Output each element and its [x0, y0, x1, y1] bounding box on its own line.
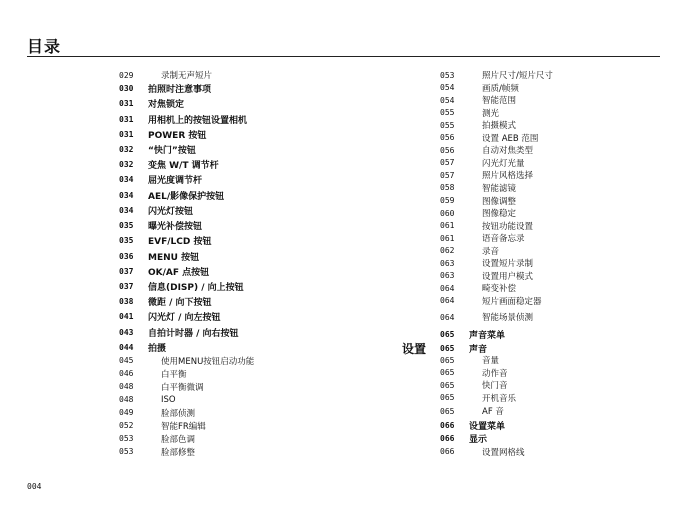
toc-page-number: 064	[440, 296, 455, 305]
toc-page-number: 034	[119, 175, 134, 184]
toc-entry[interactable]	[440, 244, 660, 257]
toc-entry[interactable]	[119, 340, 359, 354]
toc-page-number: 054	[440, 95, 455, 105]
toc-page-number: 066	[440, 447, 455, 456]
toc-entry-title: 对焦锁定	[148, 100, 185, 110]
toc-entry[interactable]	[440, 269, 660, 282]
toc-entry-title: 设置网格线	[482, 447, 525, 458]
toc-entry-title: 音量	[482, 356, 500, 366]
toc-right-column	[440, 69, 660, 458]
toc-entry[interactable]	[119, 367, 359, 380]
toc-entry-title: 智能场景侦测	[482, 313, 534, 323]
toc-entry-title: 画质/帧频	[482, 83, 519, 94]
toc-entry[interactable]	[119, 203, 359, 218]
toc-page-number: 037	[119, 267, 134, 276]
toc-entry-title: 脸部侦测	[161, 408, 196, 419]
toc-entry[interactable]	[119, 354, 359, 367]
toc-entry-title: 语音备忘录	[482, 234, 525, 244]
toc-entry[interactable]	[119, 264, 359, 279]
toc-entry-title: 曝光补偿按钮	[148, 222, 203, 232]
toc-entry-title: 微距 / 向下按钮	[148, 298, 212, 308]
toc-entry[interactable]	[119, 248, 359, 264]
toc-entry[interactable]	[440, 294, 660, 307]
toc-page-number: 043	[119, 327, 134, 337]
toc-page-number: 063	[440, 258, 455, 268]
toc-page-number: 032	[119, 145, 134, 154]
toc-entry-title: OK/AF 点按钮	[148, 268, 210, 278]
toc-page-number: 062	[440, 246, 455, 255]
toc-page-number: 061	[440, 233, 455, 243]
toc-page-number: 065	[440, 406, 455, 416]
toc-page-number: 064	[440, 312, 455, 322]
toc-entry-title: 照片风格选择	[482, 171, 534, 181]
toc-page-number: 036	[119, 251, 134, 261]
toc-entry[interactable]	[440, 144, 660, 156]
toc-page-number: 041	[119, 312, 134, 321]
toc-entry-title: 录音	[482, 246, 500, 257]
toc-page-number: 063	[440, 271, 455, 280]
toc-entry[interactable]	[119, 172, 359, 187]
footer-page-number: 004	[27, 482, 42, 491]
toc-page-number: 031	[119, 114, 134, 124]
toc-entry[interactable]	[440, 169, 660, 181]
toc-entry[interactable]	[119, 69, 359, 81]
toc-page-number: 049	[119, 408, 134, 417]
toc-entry[interactable]	[119, 324, 359, 340]
toc-entry-title: 拍摄模式	[482, 121, 517, 131]
toc-entry[interactable]	[440, 379, 660, 391]
toc-page-number: 065	[440, 380, 455, 390]
toc-entry[interactable]	[440, 106, 660, 119]
toc-entry-title: EVF/LCD 按钮	[148, 237, 212, 247]
toc-entry[interactable]	[440, 282, 660, 294]
toc-entry-title: MENU 按钮	[148, 252, 200, 263]
toc-entry-title: 脸部修整	[161, 447, 196, 458]
toc-page-number: 057	[440, 158, 455, 167]
toc-entry[interactable]	[440, 257, 660, 269]
toc-entry[interactable]	[119, 233, 359, 248]
toc-entry-title: 开机音乐	[482, 393, 517, 404]
toc-page-number: 053	[119, 434, 134, 443]
toc-entry-title: 畸变补偿	[482, 284, 517, 294]
toc-entry[interactable]	[440, 131, 660, 144]
toc-entry-title: 按钮功能设置	[482, 221, 534, 232]
toc-entry-title: 闪光灯光量	[482, 158, 525, 169]
toc-page-number: 031	[119, 130, 134, 139]
toc-entry[interactable]	[440, 307, 660, 327]
toc-entry[interactable]	[440, 156, 660, 169]
toc-entry-title: 设置 AEB 范围	[482, 133, 539, 144]
toc-entry[interactable]	[119, 142, 359, 157]
toc-page-number: 035	[119, 221, 134, 230]
toc-entry-title: 动作音	[482, 368, 508, 379]
toc-entry[interactable]	[119, 406, 359, 419]
toc-page-number: 053	[119, 447, 134, 456]
toc-entry[interactable]	[119, 380, 359, 393]
toc-page-number: 032	[119, 160, 134, 169]
toc-page-number: 055	[440, 120, 455, 130]
toc-entry[interactable]	[440, 342, 660, 354]
toc-page-number: 055	[440, 108, 455, 117]
toc-page-number: 054	[440, 83, 455, 92]
toc-page-number: 065	[440, 355, 455, 365]
toc-page-number: 038	[119, 297, 134, 306]
toc-entry-title: 使用MENU按钮启动功能	[161, 356, 255, 367]
toc-entry[interactable]	[119, 432, 359, 445]
toc-entry-title: AEL/影像保护按钮	[148, 191, 225, 202]
toc-entry-title: ISO	[161, 394, 176, 405]
toc-page-number: 065	[440, 393, 455, 402]
toc-entry-title: 自动对焦类型	[482, 146, 534, 156]
toc-entry[interactable]	[119, 187, 359, 203]
toc-entry-title: 设置短片录制	[482, 259, 534, 269]
toc-entry[interactable]	[440, 119, 660, 131]
toc-entry-title: 信息(DISP) / 向上按钮	[148, 283, 244, 293]
toc-entry[interactable]	[440, 327, 660, 342]
toc-entry[interactable]	[440, 445, 660, 458]
toc-page-number: 048	[119, 395, 134, 404]
toc-page-number: 029	[119, 70, 134, 80]
page-title: 目录	[27, 37, 62, 56]
toc-entry[interactable]	[440, 81, 660, 94]
toc-entry[interactable]	[440, 207, 660, 219]
toc-entry-title: 测光	[482, 108, 500, 119]
toc-entry-title: “快门”按钮	[148, 146, 196, 156]
toc-entry-title: 录制无声短片	[161, 71, 213, 81]
toc-page-number: 058	[440, 183, 455, 192]
toc-entry-title: AF 音	[482, 407, 504, 417]
toc-entry[interactable]	[119, 393, 359, 406]
toc-entry-title: 设置菜单	[469, 421, 506, 432]
toc-page-number: 044	[119, 342, 134, 352]
toc-page-number: 048	[119, 382, 134, 391]
toc-entry-title: 闪光灯 / 向左按钮	[148, 313, 221, 323]
toc-entry-title: 拍摄	[148, 343, 167, 354]
toc-entry-title: 图像调整	[482, 196, 517, 207]
toc-page-number: 045	[119, 356, 134, 365]
toc-page-number: 034	[119, 190, 134, 200]
toc-entry-title: 拍照时注意事项	[148, 85, 212, 95]
toc-entry-title: 智能滤镜	[482, 183, 517, 194]
toc-entry-title: 智能范围	[482, 96, 517, 106]
toc-entry-title: 声音	[469, 344, 488, 355]
toc-entry[interactable]	[440, 354, 660, 366]
toc-entry[interactable]	[119, 419, 359, 432]
toc-entry-title: 照片尺寸/短片尺寸	[482, 71, 553, 81]
toc-entry[interactable]	[119, 111, 359, 127]
toc-entry[interactable]	[119, 445, 359, 458]
toc-entry[interactable]	[440, 232, 660, 244]
toc-page-number: 053	[440, 70, 455, 80]
toc-page-number: 065	[440, 330, 455, 339]
section-label-settings: 设置	[402, 342, 427, 356]
toc-entry-title: 脸部色调	[161, 434, 196, 445]
toc-entry[interactable]	[440, 181, 660, 194]
toc-page-number: 034	[119, 206, 134, 215]
toc-page-number: 064	[440, 283, 455, 293]
toc-entry-title: 快门音	[482, 381, 508, 391]
toc-entry[interactable]	[119, 294, 359, 309]
toc-page-number: 052	[119, 421, 134, 430]
toc-entry[interactable]	[119, 157, 359, 172]
toc-page-number: 059	[440, 196, 455, 205]
toc-entry-title: 闪光灯按钮	[148, 207, 194, 217]
toc-entry[interactable]	[119, 127, 359, 142]
toc-entry[interactable]	[119, 279, 359, 294]
toc-page-number: 066	[440, 434, 455, 443]
toc-entry[interactable]	[440, 432, 660, 445]
toc-page-number: 056	[440, 145, 455, 155]
toc-entry-title: 变焦 W/T 调节杆	[148, 161, 219, 171]
toc-entry-title: 智能FR编辑	[161, 421, 206, 432]
toc-page-number: 046	[119, 369, 134, 378]
toc-page-number: 065	[440, 343, 455, 353]
toc-entry-title: 自拍计时器 / 向右按钮	[148, 328, 239, 339]
toc-entry-title: 短片画面稳定器	[482, 296, 542, 307]
toc-page-number: 061	[440, 221, 455, 230]
toc-entry[interactable]	[440, 418, 660, 432]
toc-entry[interactable]	[119, 81, 359, 96]
toc-page-number: 060	[440, 208, 455, 218]
toc-entry[interactable]	[440, 404, 660, 418]
toc-page-number: 057	[440, 170, 455, 180]
toc-entry[interactable]	[119, 309, 359, 324]
toc-entry-title: 声音菜单	[469, 331, 506, 341]
toc-entry-title: POWER 按钮	[148, 131, 207, 141]
toc-entry-title: 白平衡	[161, 369, 187, 380]
toc-entry[interactable]	[440, 94, 660, 106]
toc-entry-title: 图像稳定	[482, 209, 517, 219]
toc-entry-title: 用相机上的按钮设置相机	[148, 115, 248, 126]
toc-entry[interactable]	[440, 194, 660, 207]
toc-entry-title: 屈光度调节杆	[148, 176, 203, 186]
toc-left-column	[119, 69, 359, 458]
toc-entry-title: 设置用户模式	[482, 271, 534, 282]
toc-entry[interactable]	[119, 96, 359, 111]
toc-page-number: 066	[440, 420, 455, 430]
toc-entry[interactable]	[440, 69, 660, 81]
toc-page-number: 031	[119, 99, 134, 108]
toc-page-number: 056	[440, 133, 455, 142]
toc-page-number: 035	[119, 236, 134, 245]
toc-entry[interactable]	[440, 219, 660, 232]
toc-entry[interactable]	[440, 391, 660, 404]
toc-page-number: 037	[119, 282, 134, 291]
toc-entry-title: 显示	[469, 435, 488, 445]
toc-entry-title: 白平衡微调	[161, 382, 204, 393]
toc-entry[interactable]	[119, 218, 359, 233]
toc-page-number: 030	[119, 84, 134, 93]
toc-entry[interactable]	[440, 366, 660, 379]
title-divider	[27, 56, 660, 57]
toc-page-number: 065	[440, 368, 455, 377]
